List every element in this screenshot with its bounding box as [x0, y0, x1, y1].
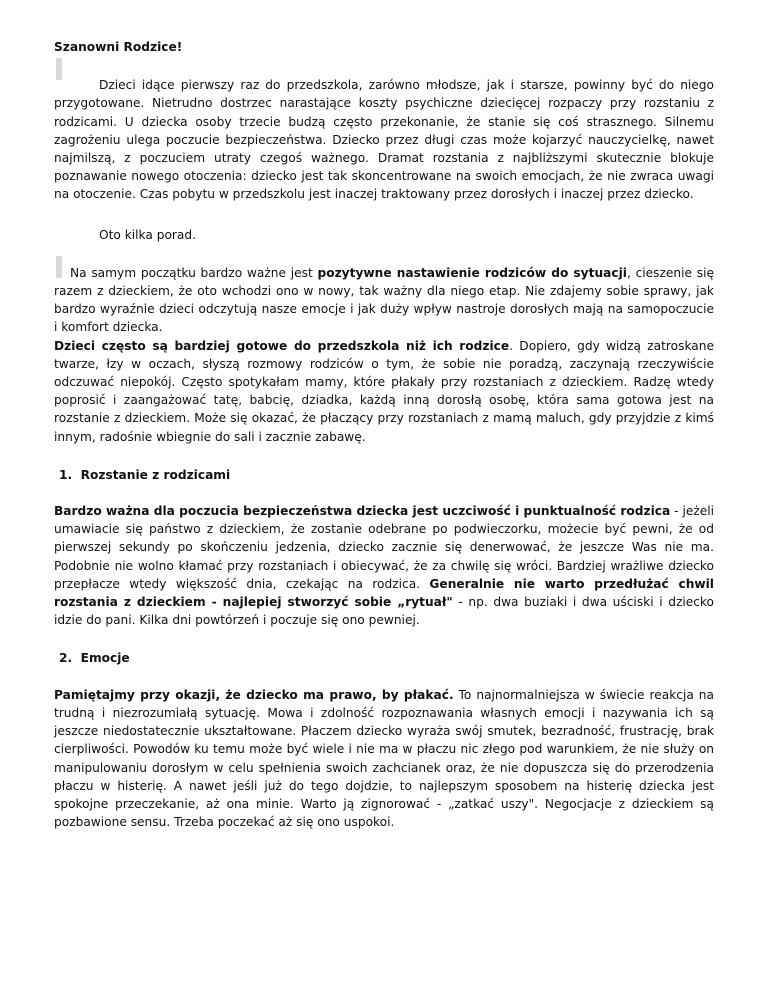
section-2-text: To najnormalniejsza w świecie reakcja na trudną i niezrozumiałą sytuację. Mowa i zdolność rozpoznawania własnych emocji i nazywania ich są jeszcze niedostatecznie ukształtowane. Płaczem dziecko wyraża swój smutek, bezradność, frustrację, brak cierpliwości. Powodów ku temu może być wiele i nie ma w płaczu nic złego pod warunkiem, że nie służy on manipulowaniu dorosłym w celu spełnienia swoich zachcianek oraz, że nie dopuszcza się do przerodzenia płaczu w histerię. A nawet jeśli już do tego dojdzie, to najlepszym sposobem na histerię dziecka jest spokojne przeczekanie, aż ona minie. Warto ją zignorować - „zatkać uszy". Negocjacje z dzieckiem są pozbawione sensu. Trzeba poczekać aż się ono uspokoi.: [54, 687, 714, 830]
tips-intro: Oto kilka porad.: [99, 227, 196, 242]
section-separation: [54, 466, 714, 630]
attitude-paragraph: [54, 264, 714, 337]
readiness-emphasis: Dzieci często są bardziej gotowe do przedszkola niż ich rodzice: [54, 338, 510, 353]
section-2-emphasis: Pamiętajmy przy okazji, że dziecko ma prawo, by płakać.: [54, 687, 454, 702]
attitude-text-start: Na samym początku bardzo ważne jest: [70, 265, 318, 280]
section-2-paragraph: [54, 686, 714, 832]
section-1-ritual-emphasis: Generalnie nie warto przedłużać chwil rozstania z dzieckiem - najlepiej stworzyć sobie „rytuał": [54, 576, 714, 610]
section-1-paragraph: [54, 502, 714, 629]
section-1-number: 1.: [59, 467, 73, 482]
section-2-number: 2.: [59, 651, 73, 666]
section-1-heading: [54, 466, 714, 484]
salutation: Szanowni Rodzice!: [54, 40, 183, 54]
intro-paragraph: Dzieci idące pierwszy raz do przedszkola, zarówno młodsze, jak i starsze, powinny być do niego przygotowane. Nietrudno dostrzec narastające koszty psychiczne dziecięcej rozpaczy przy rozstaniu z rodzicami. U dziecka osoby trzecie budzą często przekonanie, że stanie się coś strasznego. Silnemu zagrożeniu ulega poczucie bezpieczeństwa. Dziecko przez długi czas może kojarzyć nauczycielkę, nawet najmilszą, z poczuciem utraty czegoś ważnego. Dramat rozstania z najbliższymi skutecznie blokuje poznawanie nowego otoczenia: dziecko jest tak skoncentrowane na swoich emocjach, że nie zwraca uwagi na otoczenie. Czas pobytu w przedszkolu jest inaczej traktowany przez dorosłych i inaczej przez dziecko.: [54, 78, 714, 202]
section-1-title: Rozstanie z rodzicami: [80, 467, 231, 482]
section-1-text-end: - np. dwa buziaki i dwa uściski i dziecko idzie do pani. Kilka dni powtórzeń i poczuje się ono pewniej.: [54, 595, 715, 628]
gray-margin-mark: [56, 256, 62, 278]
readiness-paragraph: [54, 337, 714, 446]
section-emotions: [54, 649, 714, 831]
section-2-title: Emocje: [80, 651, 130, 666]
readiness-text: . Dopiero, gdy widzą zatroskane twarze, łzy w oczach, słyszą rozmowy rodziców o tym, że sobie nie poradzą, zaczynają rzeczywiście odczuwać niepokój. Często spotykałam mamy, które płakały przy rozstaniach z dzieckiem. Radzę wtedy poprosić i zaangażować tatę, babcię, dziadka, każdą inną dorosłą osobę, która sama gotowa jest na rozstanie z dzieckiem. Może się okazać, że płaczący przy rozstaniach z mamą maluch, gdy przyjdzie z kimś innym, radośnie wbiegnie do sali i zacznie zabawę.: [54, 338, 714, 444]
section-1-text: - jeżeli umawiacie się państwo z dzieckiem, że zostanie odebrane po podwieczorku, możecie być pewni, że od pierwszej sekundy po skończeniu jedzenia, dziecko zacznie się denerwować, że jeszcze Was nie ma. Podobnie nie wolno kłamać przy rozstaniach i obiecywać, że za chwilę się wróci. Bardziej wrażliwe dziecko przepłacze wtedy większość dnia, czekając na rodzica.: [54, 504, 714, 591]
attitude-text-end: , cieszenie się razem z dzieckiem, że oto wchodzi ono w nowy, tak ważny dla niego etap. Nie zdajemy sobie sprawy, jak bardzo wyraźnie dzieci odczytują nasze emocje i jak duży wpływ nastroje dorosłych mają na samopoczucie i komfort dziecka.: [54, 265, 715, 335]
section-2-heading: [54, 649, 714, 667]
section-1-emphasis: Bardzo ważna dla poczucia bezpieczeństwa dziecka jest uczciwość i punktualność rodzica: [54, 504, 671, 519]
attitude-emphasis: pozytywne nastawienie rodziców do sytuacji: [317, 265, 627, 280]
gray-margin-mark: [56, 58, 62, 80]
